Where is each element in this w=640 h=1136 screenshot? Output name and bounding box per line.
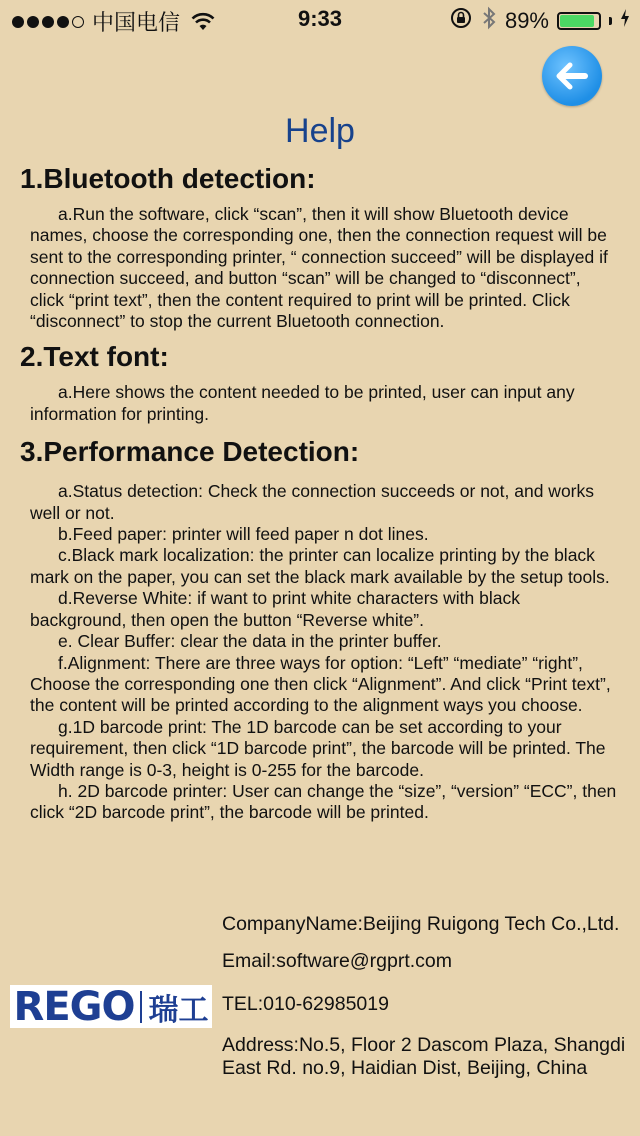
help-content — [20, 162, 618, 824]
logo-divider — [140, 991, 142, 1023]
clock: 9:33 — [297, 6, 343, 31]
back-button[interactable] — [542, 46, 602, 106]
section-body-bluetooth — [20, 204, 618, 332]
status-bar — [0, 0, 640, 40]
page-title: Help — [285, 112, 355, 150]
charging-icon — [620, 8, 630, 34]
section-heading-performance: 3.Performance Detection: — [20, 436, 360, 468]
help-paragraph: h. 2D barcode printer: User can change the “size”, “version” “ECC”, then click “2D barcode print”, the barcode will be printed. — [30, 780, 617, 823]
logo-text: REGO — [13, 983, 135, 1030]
company-logo — [10, 985, 212, 1028]
help-paragraph: c.Black mark localization: the printer can localize printing by the black mark on the paper, you can set the black mark available by the setup tools. — [30, 545, 610, 587]
section-heading-bluetooth: 1.Bluetooth detection: — [20, 163, 316, 194]
help-paragraph: g.1D barcode print: The 1D barcode can be set according to your requirement, then click “1D barcode print”, the barcode will be printed. The Width range is 0-3, height is 0-255 for the barcode. — [30, 716, 606, 780]
contact-email: Email:software@rgprt.com — [222, 950, 453, 972]
arrow-left-icon — [555, 62, 589, 90]
help-paragraph: a.Here shows the content needed to be printed, user can input any information for printing. — [30, 382, 575, 424]
carrier-name: 中国电信 — [92, 10, 181, 35]
help-paragraph: d.Reverse White: if want to print white characters with black background, then open the button “Reverse white”. — [30, 588, 520, 630]
logo-chinese-text: 瑞工 — [148, 993, 209, 1027]
contact-address: Address:No.5, Floor 2 Dascom Plaza, Shangdi East Rd. no.9, Haidian Dist, Beijing, China — [222, 1034, 626, 1079]
rotation-lock-icon — [449, 6, 473, 36]
battery-percent: 89% — [504, 8, 549, 33]
contact-phone: TEL:010-62985019 — [222, 993, 389, 1015]
battery-icon — [557, 12, 601, 30]
help-paragraph: f.Alignment: There are three ways for option: “Left” “mediate” “right”, Choose the corresponding one then click “Alignment”. And click “Print text”, the content will be printed according to the alignment ways you choose. — [30, 652, 611, 716]
battery-nub — [609, 17, 612, 25]
contact-info — [222, 913, 640, 1080]
help-paragraph: e. Clear Buffer: clear the data in the printer buffer. — [58, 631, 442, 652]
bluetooth-icon — [481, 6, 497, 36]
help-paragraph: a.Run the software, click “scan”, then it will show Bluetooth device names, choose the corresponding one, then the connection request will be sent to the corresponding printer, “ connection succeed” will be displayed if connection succeed, and button “scan” will be changed to “disconnect”, click “print text”, then the content required to print will be printed. Click “disconnect” to stop the current Bluetooth connection. — [30, 204, 608, 332]
section-body-text-font — [20, 382, 618, 425]
battery-level — [560, 15, 594, 27]
help-paragraph: b.Feed paper: printer will feed paper n dot lines. — [58, 524, 429, 545]
section-body-performance — [20, 481, 618, 824]
help-paragraph: a.Status detection: Check the connection succeeds or not, and works well or not. — [30, 481, 595, 523]
company-name: CompanyName:Beijing Ruigong Tech Co.,Ltd. — [222, 913, 620, 935]
section-heading-text-font: 2.Text font: — [20, 341, 169, 373]
